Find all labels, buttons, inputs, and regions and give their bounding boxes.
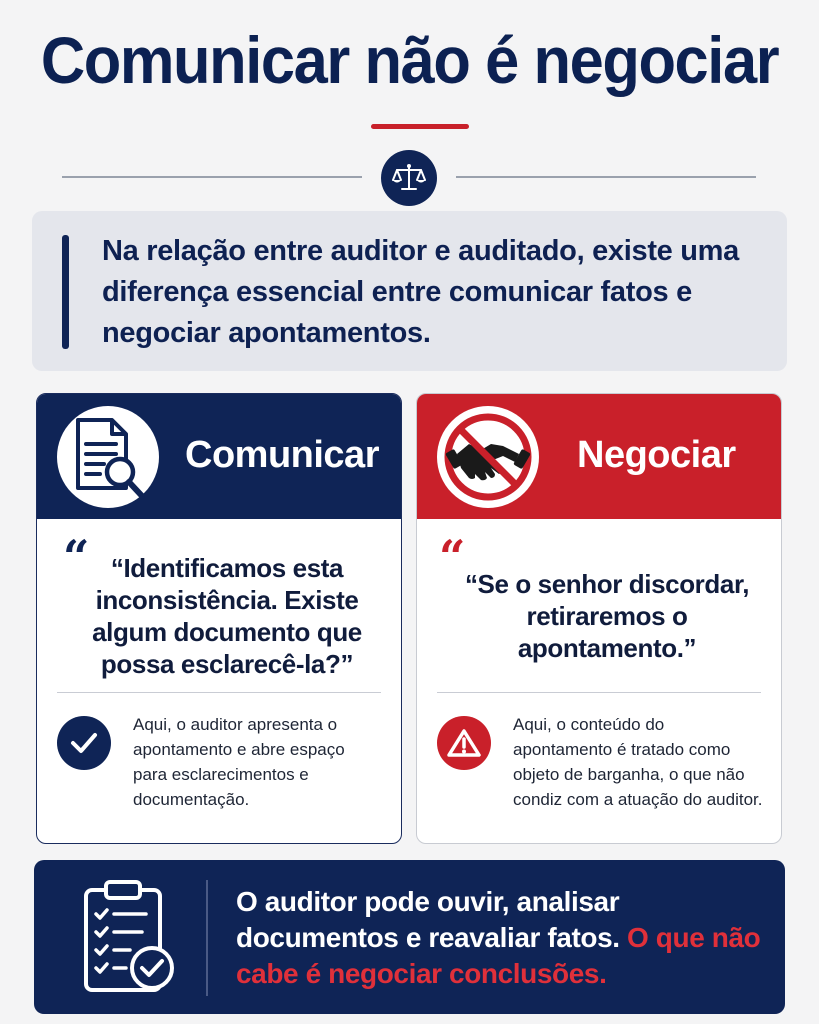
card-comunicar-quote: “Identificamos esta inconsistência. Existe algum documento que possa esclarecê-la?” (92, 553, 362, 679)
scale-badge (381, 150, 437, 206)
intro-box (32, 211, 787, 371)
footer-text-main: O auditor pode ouvir, analisar documentos e reavaliar fatos. (236, 886, 628, 953)
footer-text-accent: O que não cabe é negociar conclusões. (236, 922, 761, 989)
card-comunicar-title: Comunicar (185, 434, 379, 476)
card-negociar-icon-circle (437, 406, 539, 508)
intro-text: Na relação entre auditor e auditado, existe uma diferença essencial entre comunicar fatos e negociar apontamentos. (102, 235, 739, 349)
card-negociar-separator (437, 692, 761, 693)
card-negociar-description: Aqui, o conteúdo do apontamento é tratado como objeto de barganha, o que não condiz com a atuação do auditor. (513, 715, 763, 809)
card-negociar-status (437, 716, 491, 770)
no-handshake-icon (441, 410, 535, 504)
card-comunicar (36, 393, 402, 844)
divider-right (456, 176, 756, 178)
footer-separator (206, 880, 208, 996)
scales-icon (392, 163, 426, 193)
footer-text (236, 884, 766, 992)
card-comunicar-status (57, 716, 111, 770)
divider-left (62, 176, 362, 178)
document-magnifier-icon (68, 414, 148, 500)
clipboard-checklist-icon (80, 876, 180, 998)
quote-mark-icon: “ (439, 530, 466, 584)
card-comunicar-icon-circle (57, 406, 159, 508)
title-underline (371, 124, 469, 129)
intro-accent-bar (62, 235, 69, 349)
page-title: Comunicar não é negociar (40, 23, 779, 97)
card-negociar (416, 393, 782, 844)
card-negociar-quote: “Se o senhor discordar, retiraremos o apontamento.” (464, 569, 750, 663)
card-comunicar-description: Aqui, o auditor apresenta o apontamento e abre espaço para esclarecimentos e documentação. (133, 715, 345, 809)
footer-banner (34, 860, 785, 1014)
warning-icon (447, 728, 481, 758)
card-comunicar-separator (57, 692, 381, 693)
card-negociar-header (417, 394, 781, 519)
card-negociar-title: Negociar (577, 434, 736, 476)
card-comunicar-header (37, 394, 401, 519)
quote-mark-icon: “ (63, 530, 90, 584)
checkmark-icon (69, 731, 99, 755)
